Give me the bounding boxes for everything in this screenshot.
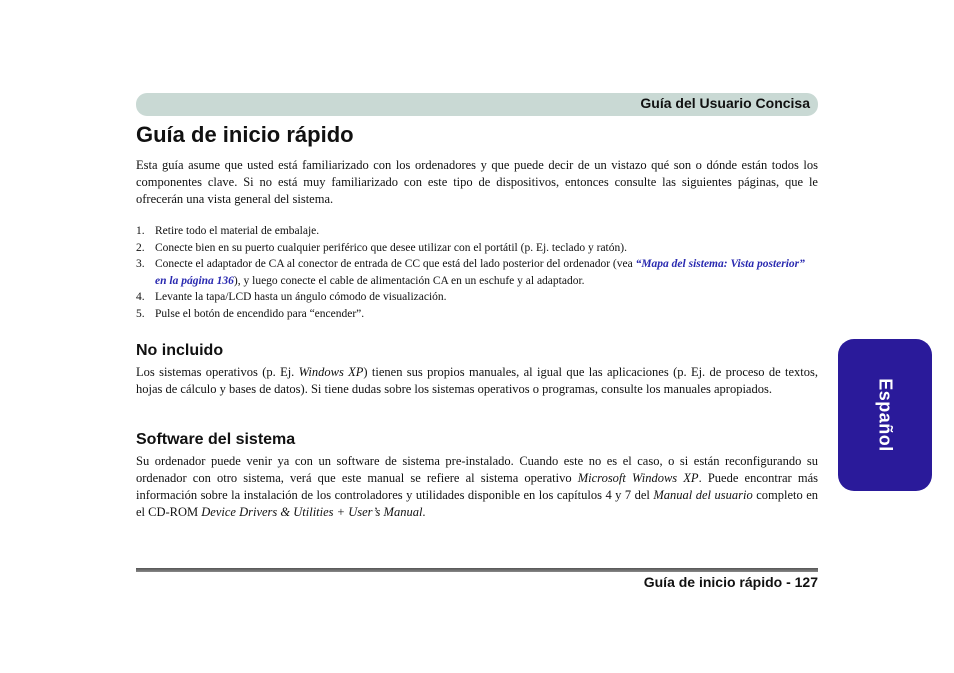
italic-text: Device Drivers & Utilities + User’s Manual [201, 505, 423, 519]
footer-rule [136, 568, 818, 572]
section-heading-software: Software del sistema [136, 431, 296, 448]
step-number: 1. [136, 225, 145, 237]
italic-text: Manual del usuario [653, 488, 753, 502]
system-map-link[interactable]: “Mapa del sistema: Vista posterior” en la página 136 [155, 258, 805, 287]
text-run: Su ordenador puede venir ya con un software de sistema pre-instalado. Cuando este no es el caso, o si están reconfigurando su ordenador con otro sistema, verá que este manual se refiere al sistema operativo [136, 454, 818, 485]
step-item [136, 289, 818, 306]
step-text: Levante la tapa/LCD hasta un ángulo cómodo de visualización. [155, 291, 447, 303]
running-header-title: Guía del Usuario Concisa [640, 95, 810, 111]
step-text: Conecte bien en su puerto cualquier periférico que desee utilizar con el portátil (p. Ej. teclado y ratón). [155, 241, 627, 254]
text-run: . Puede encontrar más información sobre la instalación de los controladores y utilidades disponible en los capítulos 4 y 7 del [136, 471, 818, 502]
steps-list [136, 223, 818, 322]
text-run: Los sistemas operativos (p. Ej. [136, 365, 299, 379]
step-text: Retire todo el material de embalaje. [155, 225, 320, 237]
italic-text: Windows XP [298, 365, 364, 379]
intro-paragraph: Esta guía asume que usted está familiarizado con los ordenadores y que puede decir de un vistazo qué son o dónde están todos los componentes clave. Si no está muy familiarizado con este tipo de dispositivos, entonces consulte las siguientes páginas, que le ofrecerán una vista general del sistema. [136, 158, 818, 206]
section-heading-no-incluido: No incluido [136, 342, 224, 359]
step-item [136, 306, 818, 323]
footer-page-label: Guía de inicio rápido - 127 [643, 574, 818, 590]
italic-text: Microsoft Windows XP [577, 471, 699, 485]
language-tab [838, 339, 932, 491]
step-text: ), y luego conecte el cable de alimentación CA en un eschufe y al adaptador. [233, 274, 585, 287]
step-number: 4. [136, 291, 145, 303]
step-number: 3. [136, 258, 145, 270]
step-number: 2. [136, 241, 145, 254]
step-number: 5. [136, 307, 145, 320]
step-item [136, 256, 818, 289]
step-text: Conecte el adaptador de CA al conector de entrada de CC que está del lado posterior del ordenador (vea [155, 258, 636, 270]
language-tab-label: Español [875, 378, 896, 452]
software-paragraph [136, 453, 818, 521]
no-incluido-paragraph [136, 364, 818, 398]
header-bar [136, 93, 818, 116]
text-run: completo en el CD-ROM [136, 488, 818, 519]
step-text: Pulse el botón de encendido para “encender”. [155, 307, 365, 320]
step-item [136, 223, 818, 240]
text-run: . [422, 505, 426, 519]
text-run: ) tienen sus propios manuales, al igual que las aplicaciones (p. Ej. de proceso de textos, hojas de cálculo y bases de datos). Si tiene dudas sobre los sistemas operativos o programas, consulte los manuales apropiados. [136, 365, 818, 396]
step-item [136, 240, 818, 257]
page-title: Guía de inicio rápido [136, 122, 354, 147]
